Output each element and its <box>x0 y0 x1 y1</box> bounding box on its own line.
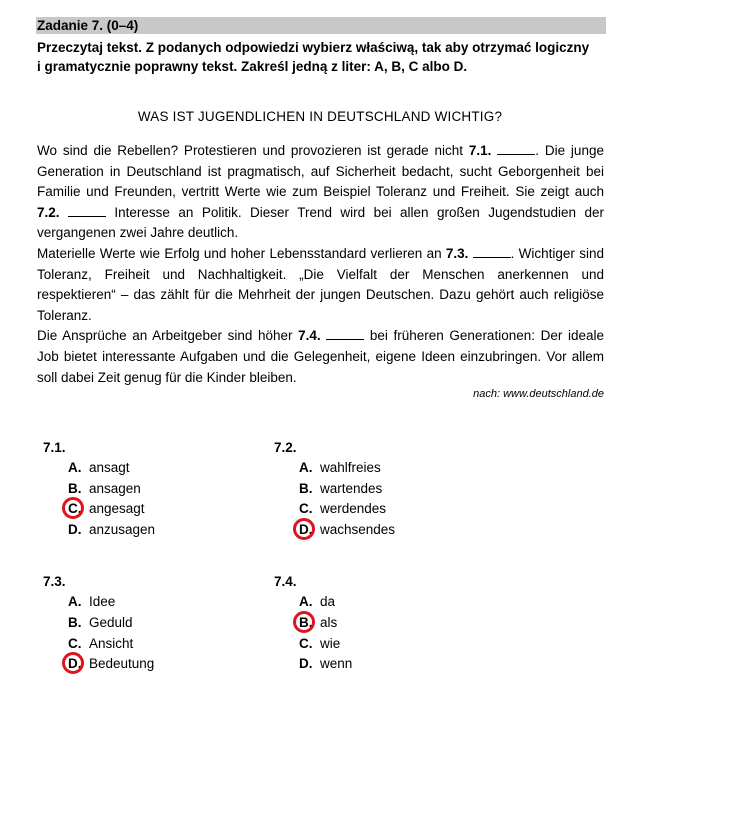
text-segment: Materielle Werte wie Erfolg und hoher Lebensstandard verlieren an <box>37 245 442 261</box>
selected-answer-circle <box>293 518 315 540</box>
option-text: wartendes <box>320 481 383 496</box>
option-letter: D. <box>299 656 313 671</box>
answer-option[interactable] <box>299 636 340 651</box>
answer-option[interactable] <box>68 615 133 630</box>
option-text: wie <box>320 636 341 651</box>
gap-blank <box>473 245 511 258</box>
question-number: 7.2. <box>274 440 297 455</box>
answer-option[interactable] <box>68 460 130 475</box>
answer-option[interactable] <box>299 481 382 496</box>
gap-label: 7.1. <box>468 143 492 158</box>
text-segment: Die Ansprüche an Arbeitgeber sind höher <box>37 328 293 344</box>
gap-label: 7.3. <box>445 245 469 261</box>
option-text: wachsendes <box>320 522 396 537</box>
article-body <box>37 141 604 388</box>
paragraph-3 <box>37 326 604 388</box>
gap-blank <box>497 142 535 155</box>
answer-option[interactable] <box>68 481 141 496</box>
option-letter: C. <box>299 501 313 516</box>
option-letter: D. <box>68 656 82 671</box>
option-text: wahlfreies <box>320 460 381 475</box>
option-text: angesagt <box>89 501 145 516</box>
option-text: werdendes <box>320 501 387 516</box>
option-letter: A. <box>68 460 82 475</box>
text-segment: . Wichtiger sind Toleranz, Freiheit und Nachhaltigkeit. „Die Vielfalt der Menschen anerkennen und respektieren“ – das zählt für die Mehrheit der jungen Deutschen. Dazu gehört auch religiöse Toleranz. <box>37 245 604 323</box>
answer-option[interactable] <box>68 594 115 609</box>
answer-option[interactable] <box>299 460 381 475</box>
option-letter: D. <box>68 522 82 537</box>
option-text: Ansicht <box>89 636 134 651</box>
option-letter: B. <box>68 615 82 630</box>
option-text: anzusagen <box>89 522 156 537</box>
option-text: da <box>320 594 336 609</box>
option-letter: A. <box>299 594 313 609</box>
option-text: wenn <box>320 656 353 671</box>
gap-blank <box>326 327 364 340</box>
gap-label: 7.4. <box>298 328 321 344</box>
gap-label: 7.2. <box>37 204 60 220</box>
question-number: 7.1. <box>43 440 66 455</box>
question-number: 7.4. <box>274 574 297 589</box>
option-letter: B. <box>68 481 82 496</box>
text-segment: bei früheren Generationen: Der ideale Job bietet interessante Aufgaben und die Gelegenheit, eigene Ideen einzubringen. Vor allem soll dabei Zeit genug für die Kinder bleiben. <box>37 328 604 385</box>
selected-answer-circle <box>62 652 84 674</box>
option-letter: D. <box>299 522 313 537</box>
text-segment: Wo sind die Rebellen? Protestieren und provozieren ist gerade nicht <box>37 143 464 158</box>
answer-option[interactable] <box>299 594 335 609</box>
text-segment: . Die junge Generation in Deutschland ist pragmatisch, auf Sicherheit bedacht, sucht Geborgenheit bei Familie und Freunden, vertritt Werte wie zum Beispiel Toleranz und Freiheit. Sie zeigt auch <box>37 143 604 200</box>
option-text: Idee <box>89 594 116 609</box>
option-text: als <box>320 615 338 630</box>
option-letter: C. <box>299 636 313 651</box>
option-letter: B. <box>299 481 313 496</box>
paragraph-2 <box>37 244 604 326</box>
paragraph-1 <box>37 141 604 244</box>
source-citation: nach: www.deutschland.de <box>473 388 604 400</box>
question-number: 7.3. <box>43 574 66 589</box>
option-text: ansagt <box>89 460 130 475</box>
instruction-line-1: Przeczytaj tekst. Z podanych odpowiedzi wybierz właściwą, tak aby otrzymać logiczny <box>37 40 590 55</box>
task-instruction <box>37 38 617 76</box>
answer-option[interactable] <box>68 522 155 537</box>
selected-answer-circle <box>293 611 315 633</box>
option-text: Bedeutung <box>89 656 155 671</box>
instruction-line-2: i gramatycznie poprawny tekst. Zakreśl jedną z liter: A, B, C albo D. <box>37 59 468 74</box>
text-segment: Interesse an Politik. Dieser Trend wird bei allen großen Jugendstudien der vergangenen zwei Jahre deutlich. <box>37 204 604 241</box>
answer-option[interactable] <box>299 656 352 671</box>
option-letter: C. <box>68 636 82 651</box>
article-title: WAS IST JUGENDLICHEN IN DEUTSCHLAND WICHTIG? <box>137 109 503 124</box>
option-letter: A. <box>68 594 82 609</box>
answer-option[interactable] <box>299 501 386 516</box>
option-letter: A. <box>299 460 313 475</box>
option-letter: C. <box>68 501 82 516</box>
answer-option[interactable] <box>68 636 133 651</box>
gap-blank <box>68 204 106 217</box>
selected-answer-circle <box>62 497 84 519</box>
option-text: ansagen <box>89 481 141 496</box>
option-text: Geduld <box>89 615 133 630</box>
task-title: Zadanie 7. (0–4) <box>37 18 139 33</box>
option-letter: B. <box>299 615 313 630</box>
